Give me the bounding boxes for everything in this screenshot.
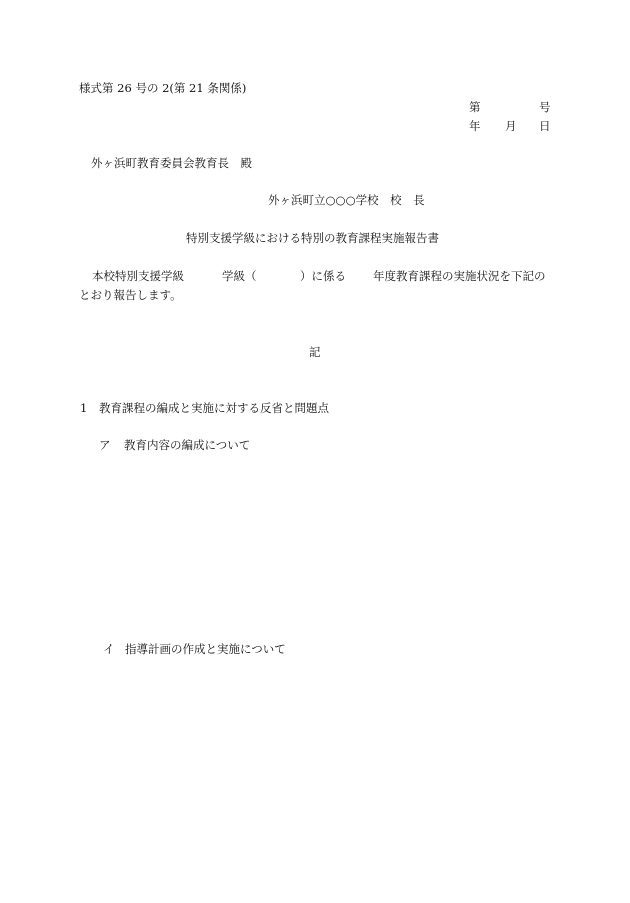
- date-day: 日: [539, 119, 551, 133]
- body-part4: 年度教育課程の実施状況を下記の: [373, 269, 546, 283]
- section-1-number: 1: [80, 401, 88, 415]
- item-a-marker: ア: [99, 438, 111, 452]
- doc-number-suffix: 号: [539, 100, 551, 114]
- body-part2: 学級（: [222, 269, 257, 283]
- body-part3: ）に係る: [300, 269, 346, 283]
- date-month: 月: [505, 119, 517, 133]
- addressee: 外ヶ浜町教育委員会教育長 殿: [91, 156, 252, 170]
- item-i-marker: イ: [103, 642, 115, 656]
- sender: 外ヶ浜町立○○○学校 校 長: [268, 193, 425, 207]
- item-a-title: 教育内容の編成について: [124, 438, 251, 452]
- form-number: 様式第 26 号の 2(第 21 条関係): [79, 81, 247, 95]
- document-title: 特別支援学級における特別の教育課程実施報告書: [186, 231, 439, 245]
- doc-number-prefix: 第: [469, 100, 481, 114]
- section-1-title: 教育課程の編成と実施に対する反省と問題点: [99, 401, 329, 415]
- date-year: 年: [469, 119, 481, 133]
- body-line2: とおり報告します。: [79, 288, 182, 302]
- body-part1: 本校特別支援学級: [92, 269, 184, 283]
- ki-label: 記: [309, 345, 321, 359]
- item-i-title: 指導計画の作成と実施について: [125, 642, 286, 656]
